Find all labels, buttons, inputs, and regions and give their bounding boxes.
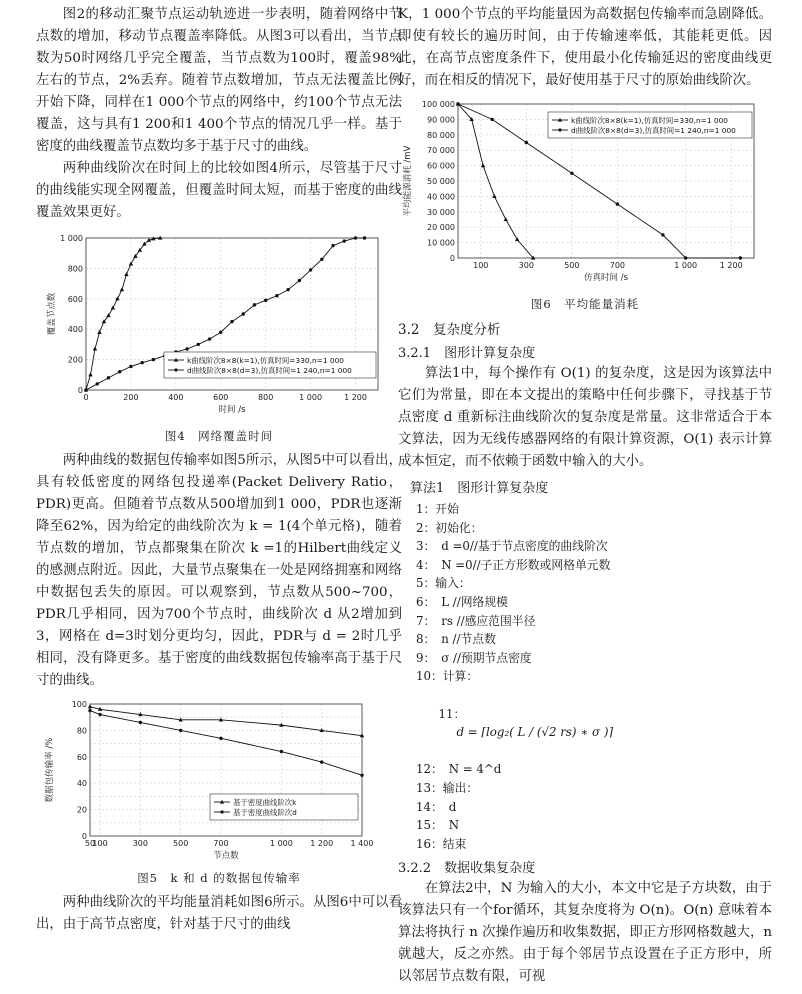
x-tick-label: 700 (609, 261, 626, 270)
algorithm-line: 3： d =0//基于节点密度的曲线阶次 (416, 539, 608, 554)
data-point (343, 239, 346, 242)
data-point (481, 163, 485, 167)
data-point (309, 268, 312, 271)
data-point (739, 256, 742, 259)
data-point (661, 233, 664, 236)
data-point (456, 102, 459, 105)
data-point (320, 258, 323, 261)
algorithm-line: 8： n //节点数 (416, 632, 496, 647)
y-tick-label: 70 000 (427, 146, 455, 156)
legend-marker (220, 810, 223, 813)
algorithm-line: 2：初始化： (416, 520, 483, 535)
figure-4-chart (36, 230, 402, 426)
subsection-heading: 3.2.2 数据收集复杂度 (398, 861, 536, 877)
legend-label: 基于密度曲线阶次k (233, 797, 297, 807)
data-point (286, 288, 289, 291)
y-axis-label: 平均能源消耗 /mV (403, 145, 413, 217)
data-point (320, 760, 323, 763)
x-tick-label: 500 (564, 261, 580, 270)
figure-4 (36, 230, 402, 444)
y-tick-label: 50 000 (427, 177, 455, 186)
data-point (139, 721, 142, 724)
y-tick-label: 80 (76, 726, 87, 736)
data-point (684, 256, 687, 259)
figure-6-chart (398, 98, 772, 294)
data-point (264, 299, 267, 302)
y-tick-label: 80 000 (427, 130, 455, 140)
algorithm-line: 13：输出： (416, 780, 479, 795)
paragraph: 算法1中，每个操作有 O(1) 的复杂度，这是因为该算法中它们为常量，即在本文提出的策略中任何步骤下，寻找基于节点密度 d 重新标注曲线阶次的复杂度是常量。这非常适合于本文算法，因为无线传感器网络的有限计算资源，O(1) 表示计算成本恒定，而不依赖于函数中输入的大小。 (398, 366, 772, 469)
legend-label: d曲线阶次8×8(d=3),仿真时间=1 240,n=1 000 (187, 365, 352, 375)
x-tick-label: 300 (518, 261, 534, 270)
y-tick-label: 1 000 (60, 234, 83, 243)
y-tick-label: 60 000 (427, 161, 455, 171)
data-point (118, 370, 121, 373)
x-tick-label: 1 000 (299, 393, 323, 402)
data-point (120, 287, 124, 291)
data-point (111, 306, 115, 310)
legend-label: d曲线阶次8×8(d=3),仿真时间=1 240,n=1 000 (571, 125, 736, 135)
y-tick-label: 800 (67, 264, 83, 274)
data-point (107, 376, 110, 379)
section-heading: 3.2 复杂度分析 (398, 322, 501, 338)
data-point (219, 331, 222, 334)
y-axis-label: 覆盖节点数 (47, 292, 57, 336)
figure-6-caption: 图6 平均能量消耗 (530, 297, 640, 311)
data-point (230, 320, 233, 323)
y-tick-label: 30 000 (427, 207, 455, 217)
figure-5-caption: 图5 k 和 d 的数据包传输率 (137, 871, 301, 885)
y-tick-label: 60 (76, 752, 87, 762)
data-point (124, 272, 128, 276)
x-tick-label: 1 200 (310, 839, 334, 848)
y-tick-label: 0 (77, 386, 83, 395)
data-point (253, 303, 256, 306)
data-point (96, 382, 99, 385)
algorithm-line: 16：结束 (416, 836, 467, 851)
data-point (97, 330, 101, 334)
y-tick-label: 20 (76, 805, 87, 815)
data-point (129, 365, 132, 368)
x-tick-label: 1 200 (344, 393, 367, 402)
x-axis-label: 仿真时间 /s (584, 273, 628, 283)
algorithm-line: 7： rs //感应范围半径 (416, 613, 536, 628)
data-point (140, 361, 143, 364)
data-point (88, 709, 91, 712)
data-point (197, 343, 200, 346)
data-point (115, 296, 119, 300)
subsection-heading: 3.2.1 图形计算复杂度 (398, 346, 536, 361)
data-point (280, 750, 283, 753)
legend-marker (174, 368, 177, 371)
x-tick-label: 600 (213, 393, 229, 402)
figure-6 (398, 98, 772, 312)
data-point (152, 358, 155, 361)
paragraph: 两种曲线阶次的平均能量消耗如图6所示。从图6中可以看出，由于高节点密度，针对基于尺寸的曲线 (36, 895, 402, 932)
legend-marker (558, 128, 561, 131)
algorithm-line: 9： σ //预期节点密度 (416, 650, 532, 665)
figure-5-chart (36, 698, 402, 868)
figure-4-caption: 图4 网络覆盖时间 (164, 429, 274, 443)
x-tick-label: 1 400 (350, 839, 374, 848)
paragraph: 两种曲线的数据包传输率如图5所示，从图5中可以看出，具有较低密度的网络包投递率(Packet Delivery Ratio，PDR)更高。但随着节点数从500增加到1 000，PDR也逐渐降至62%，因为给定的曲线阶次为 k = 1(4个单元格)，随着节点数的增加，节点都聚集在阶次 k =1的Hilbert曲线定义的感测点附近。因此，大量节点聚集在一处是网络拥塞和网络中数据包丢失的原因。可以观察到，节点数从500~700，PDR几乎相同，因为700个节点时，曲线阶次 d 从2增加到3，网格在 d=3时划分更均匀，因此，PDR与 d = 2时几乎相同，没有降更多。基于密度的曲线数据包传输率高于基于尺寸的曲线。 (36, 453, 402, 688)
y-tick-label: 10 000 (427, 238, 455, 248)
left-column (36, 4, 402, 936)
data-point (570, 172, 573, 175)
data-point (219, 737, 222, 740)
algorithm-formula: d = ⌈log₂( L / (√2 rs) ∗ σ )⌉ (456, 725, 614, 740)
y-tick-label: 20 000 (427, 223, 455, 233)
x-tick-label: 800 (258, 393, 274, 402)
data-point (185, 347, 188, 350)
legend-label: k曲线阶次8×8(k=1),仿真时间=330,n=1 000 (571, 115, 728, 125)
y-axis-label: 数据包传输率 /% (45, 737, 55, 803)
y-tick-label: 100 000 (421, 100, 455, 109)
legend-label: 基于密度曲线阶次d (233, 807, 297, 817)
algorithm-line: 4： N =0//子正方形数或网格单元数 (416, 557, 611, 572)
algorithm-line: 6： L //网络规模 (416, 594, 508, 609)
y-tick-label: 200 (67, 355, 83, 365)
algorithm-line-number: 11： (438, 706, 466, 721)
data-point (525, 141, 528, 144)
y-tick-label: 40 (76, 779, 87, 789)
x-tick-label: 0 (83, 393, 89, 402)
data-point (88, 372, 92, 376)
data-point (363, 236, 366, 239)
x-tick-label: 300 (132, 839, 149, 848)
y-tick-label: 100 (71, 700, 87, 709)
algorithm-line: 5：输入： (416, 576, 471, 591)
y-tick-label: 0 (81, 832, 87, 841)
x-tick-label: 100 (92, 839, 108, 848)
data-point (88, 704, 92, 708)
data-point (275, 294, 278, 297)
algorithm-line-11 (416, 686, 772, 760)
figure-5 (36, 698, 402, 886)
x-tick-label: 700 (213, 839, 229, 848)
y-tick-label: 0 (449, 254, 455, 263)
data-point (298, 279, 301, 282)
paragraph: 图2的移动汇聚节点运动轨迹进一步表明，随着网络中节点数的增加，移动节点覆盖率降低。从图3可以看出，当节点数为50时网络几乎完全覆盖，当节点数为100时，覆盖98%左右的节点，2%丢弃。随着节点数增加，节点无法覆盖比例开始下降，同样在1 000个节点的网络中，约100个节点无法覆盖，这与具有1 200和1 400个节点的情况几乎一样。基于密度的曲线覆盖节点数均多于基于尺寸的曲线。 (36, 7, 402, 154)
data-point (331, 244, 334, 247)
x-tick-label: 400 (168, 393, 184, 402)
y-tick-label: 40 000 (427, 192, 455, 202)
data-point (504, 217, 508, 221)
y-tick-label: 600 (67, 294, 83, 304)
legend-label: k曲线阶次8×8(k=1),仿真时间=330,n=1 000 (187, 355, 344, 365)
right-column (398, 4, 772, 988)
x-tick-label: 500 (173, 839, 189, 848)
data-point (360, 774, 363, 777)
x-tick-label: 200 (123, 393, 139, 402)
algorithm-line: 12： N = 4^d (416, 762, 502, 777)
x-tick-label: 1 200 (719, 261, 743, 270)
data-point (98, 713, 101, 716)
data-point (492, 194, 496, 198)
algorithm-line: 1：开始 (416, 502, 459, 516)
x-tick-label: 50 (84, 839, 96, 848)
data-point (616, 202, 619, 205)
algorithm-line: 15： N (416, 818, 460, 833)
x-axis-label: 节点数 (213, 851, 239, 861)
data-point (179, 729, 182, 732)
data-point (354, 236, 357, 239)
y-tick-label: 90 000 (427, 115, 455, 125)
paragraph: 两种曲线阶次在时间上的比较如图4所示，尽管基于尺寸的曲线能实现全网覆盖，但覆盖时间太短，而基于密度的曲线覆盖效果更好。 (36, 161, 402, 220)
paragraph: K，1 000个节点的平均能量因为高数据包传输率而急剧降低。即使有较长的遍历时间，由于传输速率低，其能耗更低。因此，在高节点密度条件下，使用最小化传输延迟的密度曲线更好，而在相反的情况下，最好使用基于尺寸的原始曲线阶次。 (398, 7, 772, 88)
y-tick-label: 400 (67, 325, 83, 335)
x-tick-label: 100 (473, 261, 489, 270)
data-point (93, 347, 97, 351)
x-axis-label: 时间 /s (218, 405, 246, 415)
series-line (86, 238, 160, 390)
data-point (84, 388, 87, 391)
x-tick-label: 1 000 (269, 839, 293, 848)
algorithm-line: 14： d (416, 799, 457, 814)
algorithm-block (416, 500, 772, 853)
algorithm-line: 10：计算： (416, 669, 479, 684)
data-point (242, 312, 245, 315)
data-point (490, 118, 493, 121)
data-point (208, 337, 211, 340)
paragraph: 在算法2中，N 为输入的大小，本文中它是子方块数，由于该算法只有一个for循环，其复杂度将为 O(n)。O(n) 意味着本算法将执行 n 次操作遍历和收集数据，即正方形网格数越大，n 就越大，反之亦然。由于每个邻居节点设置在子正方形中，所以邻居节点数有限，可视 (398, 881, 772, 985)
x-tick-label: 1 000 (674, 261, 698, 270)
algorithm-title: 算法1 图形计算复杂度 (410, 481, 549, 496)
